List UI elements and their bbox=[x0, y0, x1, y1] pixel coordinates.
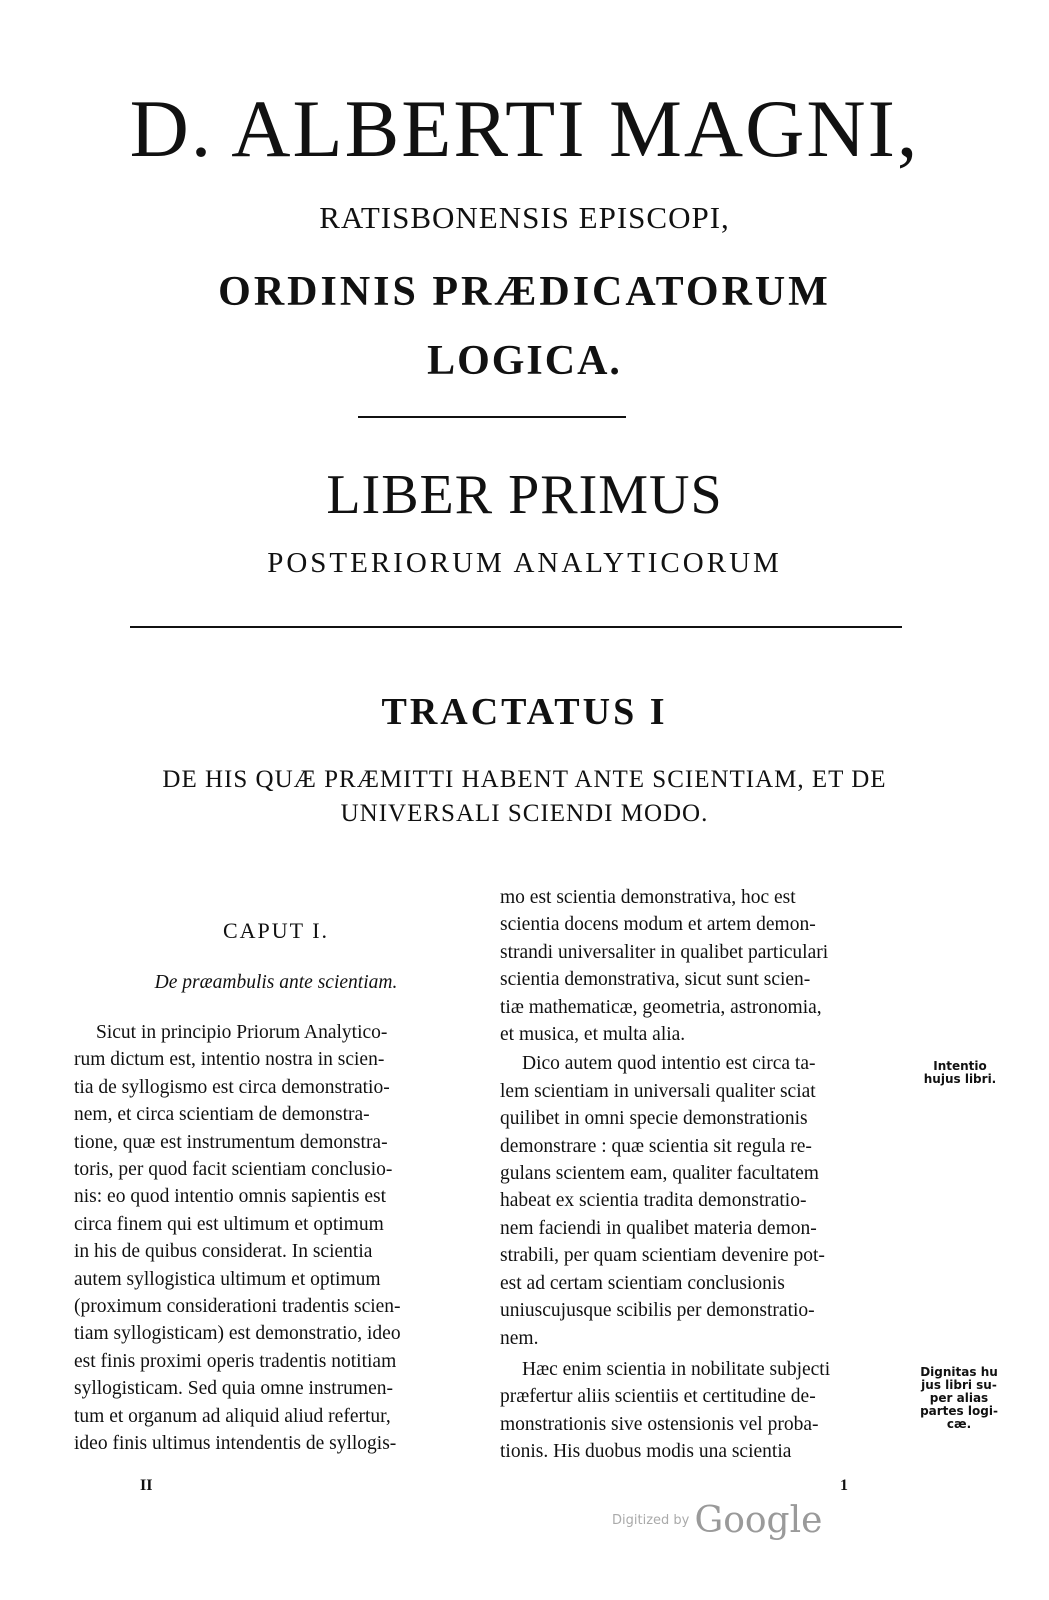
google-logo: Google bbox=[694, 1500, 823, 1541]
text-line: gulans scientem eam, qualiter facultatem bbox=[500, 1163, 819, 1185]
margin-note-line: partes logi- bbox=[920, 1404, 998, 1418]
margin-note-line: hujus libri. bbox=[923, 1072, 997, 1086]
watermark-prefix: Digitized by bbox=[612, 1513, 690, 1528]
signature-mark-left: II bbox=[140, 1477, 153, 1494]
text-line: nem faciendi in qualibet materia demon- bbox=[500, 1217, 817, 1239]
margin-note-line: Dignitas hu bbox=[920, 1365, 998, 1379]
text-line: uniuscujusque scibilis per demonstratio- bbox=[500, 1300, 815, 1322]
text-line: nis: eo quod intentio omnis sapientis est bbox=[74, 1186, 386, 1208]
divider-long bbox=[130, 626, 902, 628]
text-line: tia de syllogismo est circa demonstratio- bbox=[74, 1076, 390, 1098]
text-line: (proximum considerationi tradentis scien- bbox=[74, 1296, 401, 1318]
margin-note-line: cæ. bbox=[946, 1417, 972, 1431]
text-line: tionis. His duobus modis una scientia bbox=[500, 1441, 792, 1463]
text-line: est finis proximi operis tradentis notitiam bbox=[74, 1350, 397, 1372]
text-line: est ad certam scientiam conclusionis bbox=[500, 1272, 785, 1294]
text-line: nem, et circa scientiam de demonstra- bbox=[74, 1104, 370, 1126]
book-subtitle: POSTERIORUM ANALYTICORUM bbox=[267, 547, 782, 579]
text-line: Dico autem quod intentio est circa ta- bbox=[522, 1053, 816, 1075]
text-line: scientia demonstrativa, sicut sunt scien- bbox=[500, 969, 811, 991]
margin-note-dignitas bbox=[912, 1366, 1006, 1431]
text-line: syllogisticam. Sed quia omne instrumen- bbox=[74, 1378, 393, 1400]
text-line: Hæc enim scientia in nobilitate subjecti bbox=[522, 1358, 831, 1380]
text-line: tum et organum ad aliquid aliud refertur, bbox=[74, 1405, 391, 1427]
google-watermark bbox=[612, 1500, 822, 1541]
divider-short bbox=[358, 416, 626, 418]
text-line: strabili, per quam scientiam devenire pot- bbox=[500, 1245, 825, 1267]
text-line: tiæ mathematicæ, geometria, astronomia, bbox=[500, 996, 822, 1018]
chapter-subtitle: De præambulis ante scientiam. bbox=[154, 972, 398, 993]
chapter-title: CAPUT I. bbox=[222, 918, 330, 943]
text-line: toris, per quod facit scientiam conclusio- bbox=[74, 1159, 393, 1181]
text-line: rum dictum est, intentio nostra in scien- bbox=[74, 1049, 385, 1071]
text-line: præfertur aliis scientiis et certitudine de- bbox=[500, 1386, 816, 1408]
text-line: tiam syllogisticam) est demonstratio, ideo bbox=[74, 1323, 401, 1345]
text-line: scientia docens modum et artem demon- bbox=[500, 914, 816, 936]
text-line: lem scientiam in universali qualiter sciat bbox=[500, 1080, 816, 1102]
text-line: autem syllogistica ultimum et optimum bbox=[74, 1268, 381, 1290]
main-title: D. ALBERTI MAGNI, bbox=[129, 83, 920, 174]
text-line: et musica, et multa alia. bbox=[500, 1024, 686, 1046]
text-line: Sicut in principio Priorum Analytico- bbox=[96, 1022, 388, 1043]
text-line: strandi universaliter in qualibet particulari bbox=[500, 941, 829, 963]
tractatus-title: TRACTATUS I bbox=[381, 691, 668, 733]
margin-note-line: per alias bbox=[929, 1391, 989, 1405]
subtitle-episcopi: RATISBONENSIS EPISCOPI, bbox=[319, 200, 730, 235]
tractatus-subtitle-line-1: DE HIS QUÆ PRÆMITTI HABENT ANTE SCIENTIAM, ET DE bbox=[162, 766, 887, 793]
text-line: mo est scientia demonstrativa, hoc est bbox=[500, 887, 796, 908]
margin-note-intentio bbox=[914, 1060, 1006, 1086]
book-title: LIBER PRIMUS bbox=[326, 464, 723, 526]
text-line: demonstrare : quæ scientia sit regula re- bbox=[500, 1135, 812, 1157]
text-line: monstrationis sive ostensionis vel proba- bbox=[500, 1413, 819, 1435]
subtitle-logica: LOGICA. bbox=[427, 338, 622, 384]
text-line: tione, quæ est instrumentum demonstra- bbox=[74, 1131, 388, 1153]
text-line: in his de quibus considerat. In scientia bbox=[74, 1241, 373, 1263]
text-line: quilibet in omni specie demonstrationis bbox=[500, 1108, 808, 1130]
tractatus-subtitle-line-2: UNIVERSALI SCIENDI MODO. bbox=[340, 800, 709, 827]
subtitle-ordinis: ORDINIS PRÆDICATORUM bbox=[218, 269, 831, 315]
text-line: habeat ex scientia tradita demonstratio- bbox=[500, 1190, 807, 1212]
text-line: nem. bbox=[500, 1327, 539, 1349]
right-column-text bbox=[500, 884, 908, 1466]
tractatus-subtitle bbox=[0, 763, 1049, 831]
signature-mark-right: 1 bbox=[840, 1477, 848, 1494]
margin-note-line: Intentio bbox=[933, 1059, 987, 1073]
text-line: circa finem qui est ultimum et optimum bbox=[74, 1213, 384, 1235]
left-column-text bbox=[74, 1019, 478, 1458]
text-line: ideo finis ultimus intendentis de syllogis- bbox=[74, 1433, 397, 1455]
margin-note-line: jus libri su- bbox=[921, 1378, 997, 1392]
